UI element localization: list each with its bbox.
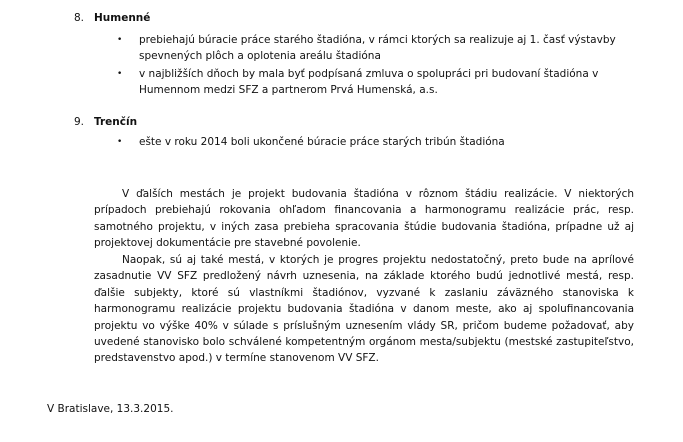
- list-item: [139, 32, 639, 64]
- paragraph: Naopak, sú aj také mestá, v ktorých je progres projektu nedostatočný, preto bude na aprílové zasadnutie VV SFZ predložený návrh uznesenia, na základe ktorého budú jednotlivé mestá, resp. ďalšie subjekty, ktoré sú vlastníkmi štadiónov, vyzvané k zaslaniu záväzného stanoviska k harmonogramu realizácie projektu budovania štadióna v danom meste, ako aj spolufinancovania projektu vo výške 40% v súlade s príslušným uznesením vlády SR, pričom budeme požadovať, aby uvedené stanovisko bolo schválené kompetentným orgánom mesta/subjektu (mestské zastupiteľstvo, predstavenstvo apod.) v termíne stanovenom VV SFZ.: [94, 254, 634, 365]
- place-date: V Bratislave, 13.3.2015.: [47, 403, 174, 415]
- bullet-icon: •: [117, 137, 123, 147]
- list-item: [139, 134, 639, 150]
- paragraph: V ďalších mestách je projekt budovania štadióna v rôznom štádiu realizácie. V niektorých prípadoch prebiehajú rokovania ohľadom financovania a harmonogramu realizácie prác, resp. samotného projektu, v iných zasa prebieha spracovania štúdie budovania štadióna, prípadne už aj projektovej dokumentácie pre stavebné povolenie.: [94, 188, 634, 250]
- section-title: Humenné: [94, 12, 151, 24]
- list-item-line: v najbližších dňoch by mala byť podpísaná zmluva o spolupráci pri budovaní štadióna v: [139, 68, 599, 80]
- list-item: [139, 66, 639, 98]
- list-item-line: Humennom medzi SFZ a partnerom Prvá Humenská, a.s.: [139, 84, 438, 96]
- section-number: 8.: [74, 12, 85, 24]
- section-title: Trenčín: [94, 116, 138, 128]
- section-number: 9.: [74, 116, 85, 128]
- bullet-icon: •: [117, 69, 123, 79]
- list-item-line: spevnených plôch a oplotenia areálu štadióna: [139, 50, 381, 62]
- list-item-line: ešte v roku 2014 boli ukončené búracie práce starých tribún štadióna: [139, 136, 505, 148]
- list-item-line: prebiehajú búracie práce starého štadióna, v rámci ktorých sa realizuje aj 1. časť výstavby: [139, 34, 616, 46]
- bullet-icon: •: [117, 35, 123, 45]
